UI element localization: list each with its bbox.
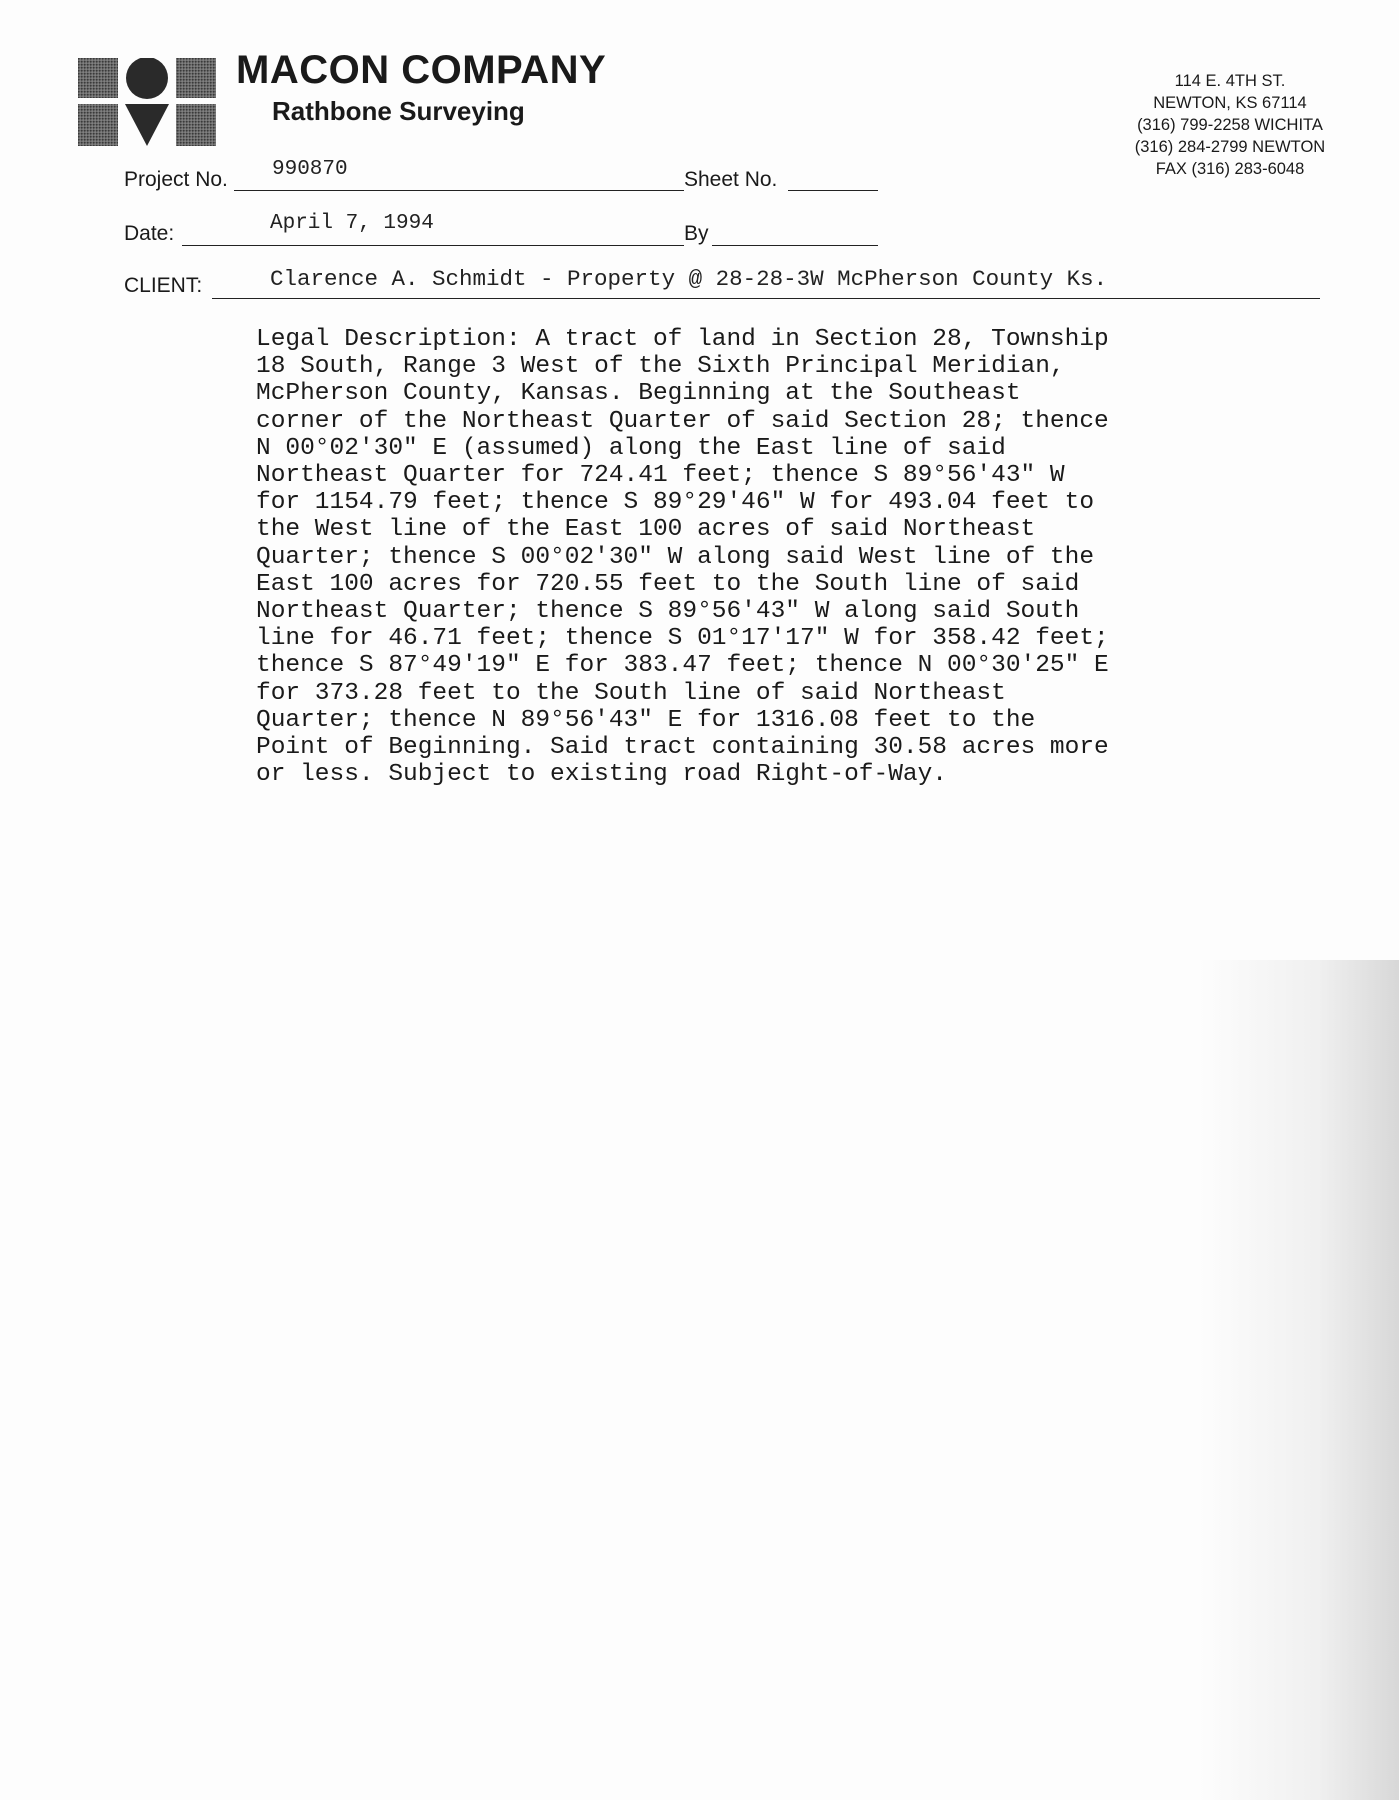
legal-line: Quarter; thence S 00°02'30" W along said West line of the [256, 543, 1095, 571]
by-label: By [684, 222, 709, 245]
legal-line: 18 South, Range 3 West of the Sixth Principal Meridian, [256, 353, 1065, 381]
legal-line: Quarter; thence N 89°56'43" E for 1316.08 feet to the [256, 706, 1036, 734]
legal-line: Legal Description: A tract of land in Section 28, Township [256, 326, 1109, 353]
legal-line: for 1154.79 feet; thence S 89°29'46" W for 493.04 feet to [256, 489, 1095, 517]
legal-line: for 373.28 feet to the South line of said Northeast [256, 679, 1006, 707]
legal-line: the West line of the East 100 acres of said Northeast [256, 516, 1036, 544]
legal-line: Northeast Quarter for 724.41 feet; thence S 89°56'43" W [256, 462, 1065, 490]
legal-line: thence S 87°49'19" E for 383.47 feet; thence N 00°30'25" E [256, 652, 1109, 680]
legal-line: Northeast Quarter; thence S 89°56'43" W along said South [256, 598, 1080, 626]
legal-line: or less. Subject to existing road Right-of-Way. [256, 761, 948, 789]
scan-shading [1199, 960, 1399, 1800]
address-line: FAX (316) 283-6048 [1155, 160, 1305, 178]
client-label: CLIENT: [124, 274, 203, 297]
date-label: Date: [124, 222, 175, 245]
address-line: (316) 799-2258 WICHITA [1137, 116, 1323, 134]
legal-description [256, 326, 1216, 788]
by-line [712, 245, 878, 246]
legal-line: Point of Beginning. Said tract containing 30.58 acres more [256, 734, 1109, 762]
company-address [1110, 70, 1350, 180]
legal-line: corner of the Northeast Quarter of said Section 28; thence [256, 407, 1109, 435]
sheet-no-line [788, 190, 878, 191]
client-value: Clarence A. Schmidt - Property @ 28-28-3W McPherson County Ks. [270, 266, 1108, 292]
legal-line: McPherson County, Kansas. Beginning at the Southeast [256, 380, 1021, 408]
project-no-label: Project No. [124, 168, 228, 191]
address-line: (316) 284-2799 NEWTON [1134, 138, 1326, 156]
sheet-no-label: Sheet No. [684, 168, 778, 191]
project-no-line [234, 190, 684, 191]
legal-line: line for 46.71 feet; thence S 01°17'17" W for 358.42 feet; [256, 625, 1109, 653]
legal-line: N 00°02'30" E (assumed) along the East line of said [256, 434, 1006, 462]
date-line [182, 245, 684, 246]
address-line: NEWTON, KS 67114 [1153, 94, 1307, 112]
macon-logo-icon [78, 58, 216, 146]
address-line: 114 E. 4TH ST. [1174, 72, 1286, 90]
legal-line: East 100 acres for 720.55 feet to the South line of said [256, 570, 1080, 598]
date-value: April 7, 1994 [270, 212, 434, 235]
company-name: MACON COMPANY [236, 48, 607, 92]
company-subtitle: Rathbone Surveying [272, 96, 525, 126]
client-line [212, 298, 1320, 299]
project-no-value: 990870 [272, 158, 348, 181]
